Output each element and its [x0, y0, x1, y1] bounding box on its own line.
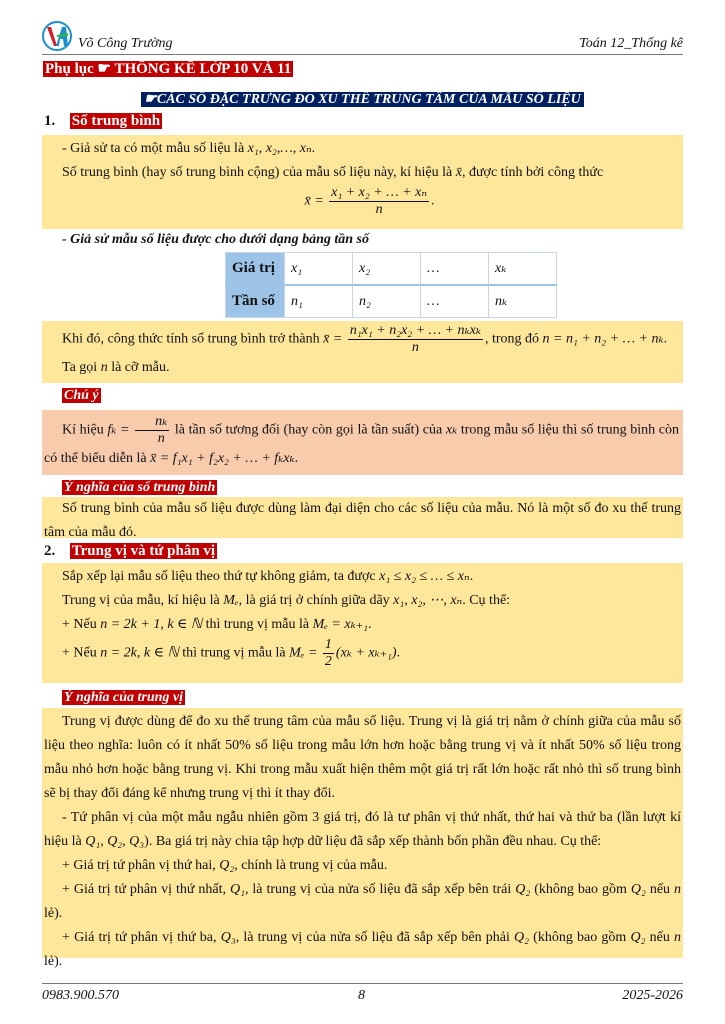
math-expression: Mₑ [223, 593, 239, 608]
table-row [226, 253, 557, 286]
median-meaning-label: Ý nghĩa của trung vị [64, 690, 184, 705]
mean-definition-box [42, 135, 683, 229]
paragraph [62, 613, 677, 637]
numerator: n₁x₁ + n₂x₂ + … + nₖxₖ [349, 323, 481, 338]
paragraph [44, 710, 681, 806]
median-definition-box [42, 563, 683, 683]
paragraph [44, 878, 681, 926]
text: Trung vị của mẫu, kí hiệu là [62, 593, 224, 608]
text: lẻ). [44, 906, 63, 921]
text: , chính là trung vị của mẫu. [234, 858, 388, 873]
paragraph [62, 161, 677, 185]
footer-phone: 0983.900.570 [42, 988, 119, 1003]
math-expression: fₖ = [107, 422, 134, 438]
text: thì trung vị mẫu là [178, 645, 290, 661]
text: - Giả sử ta có một mẫu số liệu là [62, 141, 248, 156]
table-cell: n₁ [285, 285, 353, 318]
paragraph [62, 637, 677, 670]
paragraph [44, 497, 681, 545]
section-number: 2. [44, 543, 56, 559]
denominator: n [157, 431, 165, 446]
frequency-table-intro: - Giả sử mẫu số liệu được cho dưới dạng bảng tần số [62, 232, 370, 247]
note-label: Chú ý [64, 388, 99, 403]
math-expression: n = n₁ + n₂ + … + nₖ [542, 331, 664, 347]
footer-divider [42, 983, 683, 984]
text: + Giá trị tứ phân vị thứ nhất, [62, 882, 230, 897]
main-title: ☛CÁC SỐ ĐẶC TRƯNG ĐO XU THẾ TRUNG TÂM CỦA MẪU SỐ LIỆU [141, 92, 583, 107]
text: Số trung bình của mẫu số liệu được dùng làm đại diện cho các số liệu của mẫu. Nó là một số đo xu thế trung tâm của mẫu đó. [44, 501, 681, 540]
fraction [323, 637, 334, 670]
text: nếu [645, 930, 675, 945]
math-expression: n = 2k + 1, k ∈ ℕ [100, 617, 203, 632]
median-meaning-box [42, 708, 683, 969]
text: Trung vị được dùng để đo xu thế trung tâm của mẫu số liệu. Trung vị là giá trị nằm ở chính giữa của mẫu số liệu theo nghĩa: luôn có ít nhất 50% số liệu trong mẫu lớn hơn hoặc bằng trung vị và ít nhất 50% số liệu trong mẫu nhỏ hơn hoặc bằng trung vị. Khi trong mẫu xuất hiện thêm một giá trị rất lớn hoặc rất nhỏ thì số trung bình sẽ bị thay đổi đáng kể nhưng trung vị thì ít thay đổi. [44, 714, 681, 801]
paragraph [44, 926, 681, 974]
fraction [135, 414, 169, 447]
math-expression: n [674, 930, 682, 945]
text: , là trung vị của nửa số liệu đã sắp xếp bên trái [244, 882, 516, 897]
text: trong mẫu số liệu thì số trung bình còn có thể biểu diễn là [44, 422, 679, 466]
section-title: Số trung bình [71, 113, 161, 129]
fraction [348, 323, 483, 356]
math-expression: Q₁, Q₂, Q₃ [85, 834, 145, 849]
table-cell: … [421, 253, 489, 286]
math-expression: Q₂ [630, 930, 646, 945]
numerator: 1 [324, 637, 332, 652]
math-expression: n [674, 882, 681, 897]
denominator: 2 [324, 654, 332, 669]
appendix-label: Phụ lục ☛ THỐNG KÊ LỚP 10 VÀ 11 [45, 61, 292, 77]
math-expression: x₁, x₂,…, xₙ [247, 141, 312, 156]
text: lẻ). [44, 954, 63, 969]
text: + Nếu [62, 645, 101, 661]
table-cell: xₖ [489, 253, 557, 286]
text: . [469, 569, 474, 584]
text: . [367, 617, 372, 632]
math-expression: x̄ [455, 165, 462, 180]
text: Sắp xếp lại mẫu số liệu theo thứ tự không giảm, ta được [62, 569, 380, 584]
text: + Nếu [62, 617, 101, 632]
section-1-heading [44, 112, 162, 130]
text: là cỡ mẫu. [107, 360, 170, 375]
text: . Cụ thể: [462, 593, 511, 608]
math-expression: x₁ ≤ x₂ ≤ … ≤ xₙ [379, 569, 470, 584]
frequency-table [225, 252, 557, 318]
text: , là trung vị của nửa số liệu đã sắp xếp bên phải [235, 930, 515, 945]
header-subject: Toán 12_Thống kê [579, 36, 683, 51]
text: . [311, 141, 316, 156]
text: (không bao gồm [529, 930, 631, 945]
row-header: Tần số [226, 285, 285, 318]
text: , là giá trị ở chính giữa dãy [238, 593, 394, 608]
math-expression: Q₂ [514, 930, 530, 945]
math-expression: x̄ = f₁x₁ + f₂x₂ + … + fₖxₖ [150, 451, 295, 466]
text: . [396, 645, 401, 661]
text: - Tứ phân vị của một mẫu ngẫu nhiên gồm 3 giá trị, đó là tư phân vị thứ nhất, thứ hai và thứ ba (lần lượt kí hiệu là [44, 810, 681, 849]
mean-meaning-box [42, 497, 683, 538]
table-cell: … [421, 285, 489, 318]
page-number: 8 [358, 988, 365, 1003]
paragraph [62, 137, 677, 161]
text: . [431, 193, 435, 209]
row-header: Giá trị [226, 253, 285, 286]
text: . [294, 451, 299, 466]
math-expression: Mₑ = xₖ₊₁ [312, 617, 368, 632]
table-cell: x₂ [353, 253, 421, 286]
text: Số trung bình (hay số trung bình cộng) của mẫu số liệu này, kí hiệu là [62, 165, 456, 180]
math-expression: Q₁ [229, 882, 245, 897]
paragraph [44, 806, 681, 854]
table-row [226, 285, 557, 318]
text: + Giá trị tứ phân vị thứ ba, [62, 930, 221, 945]
logo [42, 21, 72, 51]
math-expression: x̄ = [323, 331, 346, 347]
text: + Giá trị tứ phân vị thứ hai, [62, 858, 220, 873]
section-title: Trung vị và tứ phân vị [71, 543, 216, 559]
denominator: n [411, 340, 419, 355]
math-expression: Q₃ [220, 930, 236, 945]
numerator: x₁ + x₂ + … + xₙ [331, 185, 427, 200]
header-author: Võ Công Trường [78, 36, 173, 51]
text: . [663, 331, 668, 347]
table-cell: n₂ [353, 285, 421, 318]
mean-meaning-label: Ý nghĩa của số trung bình [64, 480, 216, 495]
math-expression: (xₖ + xₖ₊₁) [335, 645, 397, 661]
text: , trong đó [484, 331, 543, 347]
text: là tần số tương đối (hay còn gọi là tần suất) của [171, 422, 446, 438]
math-expression: n = 2k, k ∈ ℕ [100, 645, 179, 661]
weighted-mean-box [42, 321, 683, 383]
numerator: nₖ [135, 414, 169, 431]
text: thì trung vị mẫu là [202, 617, 313, 632]
note-box [42, 410, 683, 475]
section-2-heading [44, 542, 217, 560]
paragraph [62, 356, 677, 380]
text: nếu [645, 882, 674, 897]
paragraph [62, 185, 677, 218]
table-cell: nₖ [489, 285, 557, 318]
math-expression: xₖ [445, 422, 458, 438]
denominator: n [375, 202, 383, 217]
paragraph [62, 565, 677, 589]
math-expression: Mₑ = [289, 645, 321, 661]
paragraph [44, 414, 679, 471]
math-expression: Q₂ [630, 882, 646, 897]
math-expression: x₁, x₂, ⋯, xₙ [393, 593, 463, 608]
paragraph [44, 854, 681, 878]
text: (không bao gồm [530, 882, 631, 897]
text: Ta gọi [62, 360, 101, 375]
text: , được tính bởi công thức [461, 165, 604, 180]
paragraph [62, 589, 677, 613]
math-expression: Q₂ [219, 858, 235, 873]
footer-year: 2025-2026 [622, 988, 683, 1003]
header-divider [42, 54, 683, 55]
math-expression: Q₂ [515, 882, 531, 897]
math-expression: n [100, 360, 108, 375]
text: Khi đó, công thức tính số trung bình trở thành [62, 331, 324, 347]
math-expression: x̄ = [304, 193, 328, 209]
section-number: 1. [44, 113, 56, 129]
text: Kí hiệu [62, 422, 108, 438]
fraction [329, 185, 429, 218]
text: ). Ba giá trị này chia tập hợp dữ liệu đã sắp xếp thành bốn phần đều nhau. Cụ thể: [144, 834, 602, 849]
table-cell: x₁ [285, 253, 353, 286]
paragraph [62, 323, 677, 356]
